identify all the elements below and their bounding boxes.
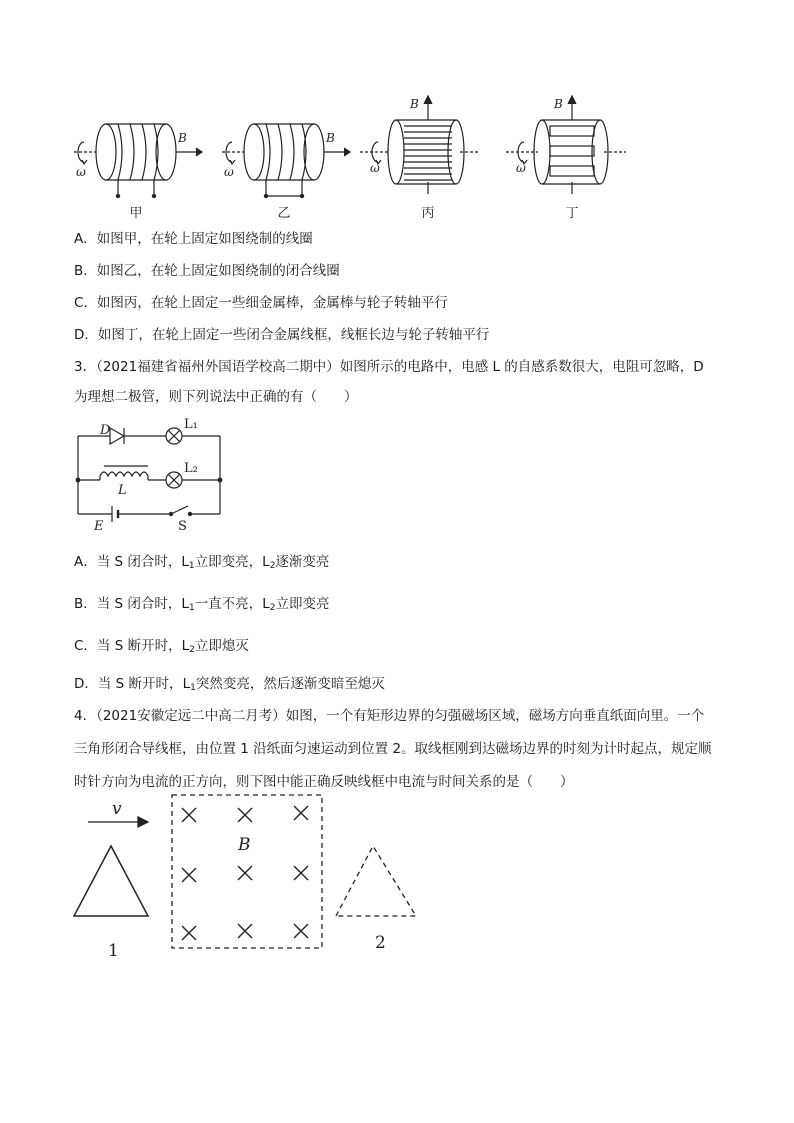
circuit-label-l2: L₂ bbox=[184, 461, 198, 476]
caption-jia: 甲 bbox=[129, 206, 143, 221]
q4-stem-line2: 三角形闭合导线框，由位置 1 沿纸面匀速运动到位置 2。取线框刚到达磁场边界的时刻为计时起点，规定顺 bbox=[74, 741, 712, 757]
circuit-label-l1: L₁ bbox=[184, 418, 198, 432]
circuit-label-s: S bbox=[178, 519, 187, 534]
q3-circuit-diagram bbox=[70, 418, 240, 536]
q3-stem-line2: 为理想二极管，则下列说法中正确的有（ ） bbox=[74, 389, 358, 405]
omega-label-jia: ω bbox=[76, 165, 86, 179]
figure-bing bbox=[360, 96, 480, 194]
field-label-ding: B bbox=[554, 97, 563, 111]
field-label-jia: B bbox=[178, 131, 187, 145]
q2-option-c: C．如图丙，在轮上固定一些细金属棒，金属棒与轮子转轴平行 bbox=[74, 295, 448, 311]
q4-field-diagram bbox=[64, 792, 434, 972]
omega-label-ding: ω bbox=[516, 161, 526, 175]
field-label-b: B bbox=[238, 835, 251, 855]
velocity-label: v bbox=[112, 799, 122, 819]
circuit-label-d: D bbox=[100, 423, 111, 438]
q3-option-c: C．当 S 断开时，$L_2$立即熄灭 bbox=[74, 638, 249, 655]
q2-option-d: D．如图丁，在轮上固定一些闭合金属线框，线框长边与轮子转轴平行 bbox=[74, 327, 490, 343]
position-1-label: 1 bbox=[108, 941, 119, 961]
omega-label-yi: ω bbox=[224, 165, 234, 179]
q4-stem-line1: 4．（2021安徽定远二中高二月考）如图，一个有矩形边界的匀强磁场区域，磁场方向垂直纸面向里。一个 bbox=[74, 708, 705, 724]
field-label-yi: B bbox=[326, 131, 335, 145]
caption-ding: 丁 bbox=[565, 206, 579, 221]
position-2-label: 2 bbox=[375, 933, 386, 953]
q3-option-b: B．当 S 闭合时，$L_1$一直不亮，$L_2$立即变亮 bbox=[74, 596, 330, 613]
q4-stem-line3: 时针方向为电流的正方向，则下图中能正确反映线框中电流与时间关系的是（ ） bbox=[74, 774, 574, 790]
figure-ding bbox=[506, 96, 626, 194]
q2-option-a: A．如图甲，在轮上固定如图绕制的线圈 bbox=[74, 231, 313, 247]
caption-bing: 丙 bbox=[421, 206, 435, 221]
q3-stem-line1: 3．（2021福建省福州外国语学校高二期中）如图所示的电路中，电感 L 的自感系数很大，电阻可忽略，D bbox=[74, 359, 704, 375]
q3-option-a: A．当 S 闭合时，$L_1$立即变亮，$L_2$逐渐变亮 bbox=[74, 554, 330, 571]
q2-option-b: B．如图乙，在轮上固定如图绕制的闭合线圈 bbox=[74, 263, 340, 279]
q2-figures bbox=[60, 90, 660, 220]
q3-option-d: D．当 S 断开时，$L_1$突然变亮，然后逐渐变暗至熄灭 bbox=[74, 676, 385, 693]
omega-label-bing: ω bbox=[370, 161, 380, 175]
circuit-label-e: E bbox=[94, 519, 104, 534]
circuit-label-l: L bbox=[118, 483, 127, 498]
q2-figure-drawing bbox=[60, 90, 660, 220]
field-label-bing: B bbox=[410, 97, 419, 111]
caption-yi: 乙 bbox=[277, 206, 291, 221]
